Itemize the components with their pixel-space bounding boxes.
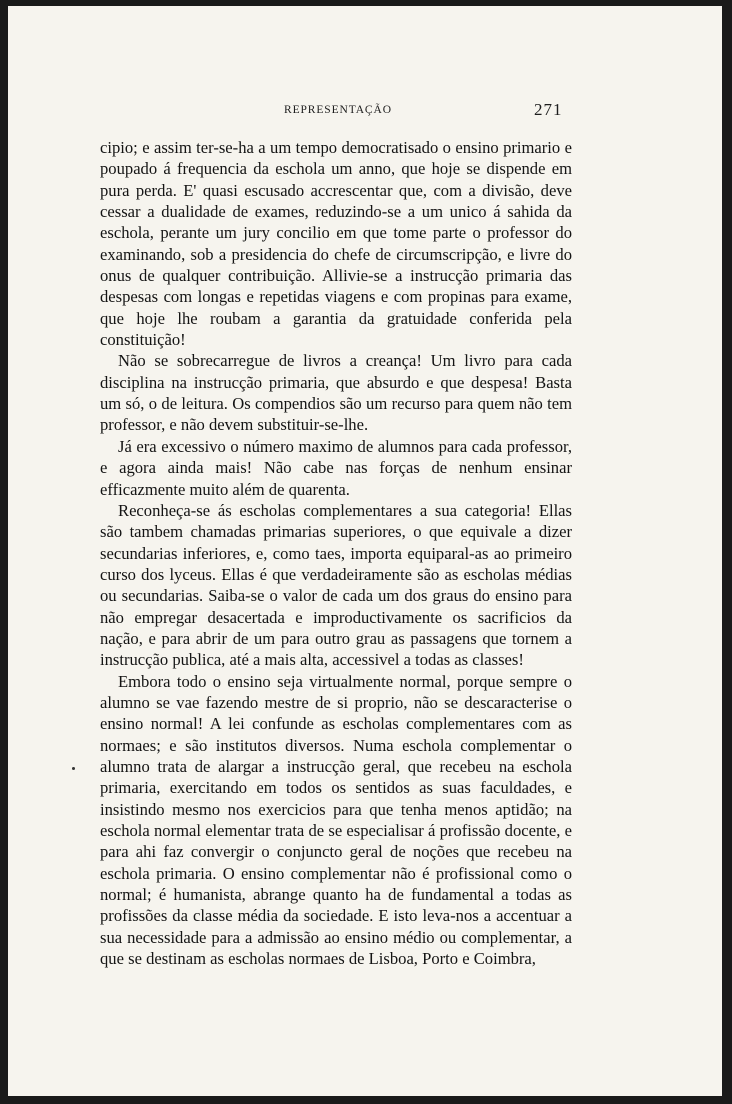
scanned-book-page — [8, 6, 722, 1096]
body-text — [100, 137, 572, 969]
paragraph-livros: Não se sobrecarregue de livros a creança! Um livro para cada disciplina na instrucção primaria, que absurdo e que despesa! Basta um só, o de leitura. Os compendios são um recurso para quem não tem professor, e não devem substituir-se-lhe. — [100, 351, 572, 435]
paragraph-ensino-normal: Embora todo o ensino seja virtualmente normal, porque sempre o alumno se vae fazendo mestre de si proprio, não se descaracterise o ensino normal! A lei confunde as escholas complementares com as normaes; e são institutos diversos. Numa eschola complementar o alumno trata de alargar a instrucção geral, que recebeu na eschola primaria, exercitando em todos os sentidos as suas faculdades, e insistindo mesmo nos exercicios para que tenha menos aptidão; na eschola normal elementar trata de se especialisar á profissão docente, e para ahi faz convergir o conjuncto geral de noções que recebeu na eschola primaria. O ensino complementar não é profissional como o normal; é humanista, abrange quanto ha de fundamental a todas as profissões da classe média da sociedade. E isto leva-nos a accentuar a sua necessidade para a admissão ao ensino médio ou complementar, a que se destinam as escholas normaes de Lisboa, Porto e Coimbra, — [100, 671, 572, 969]
margin-speck — [72, 767, 75, 770]
page-number: 271 — [534, 100, 563, 119]
paragraph-alumnos: Já era excessivo o número maximo de alumnos para cada professor, e agora ainda mais! Não cabe nas forças de nenhum ensinar efficazmente muito além de quarenta. — [100, 436, 572, 499]
paragraph-continued: cipio; e assim ter-se-ha a um tempo democratisado o ensino primario e poupado á frequencia da eschola um anno, que hoje se dispende em pura perda. E' quasi escusado accrescentar que, com a divisão, deve cessar a dualidade de exames, reduzindo-se a um unico á sahida da eschola, perante um jury concilio em que tome parte o professor do examinando, sob a presidencia do chefe de circumscripção, e livre do onus de qualquer contribuição. Allivie-se a instrucção primaria das despesas com longas e repetidas viagens e com propinas para exame, que hoje lhe roubam a garantia da gratuidade conferida pela constituição! — [100, 138, 572, 350]
running-title: REPRESENTAÇÃO — [284, 104, 392, 116]
running-head — [8, 100, 722, 124]
paragraph-complementares: Reconheça-se ás escholas complementares a sua categoria! Ellas são tambem chamadas primarias superiores, o que equivale a dizer secundarias inferiores, e, como taes, importa equiparal-as ao primeiro curso dos lyceus. Ellas é que verdadeiramente são as escholas médias ou secundarias. Saiba-se o valor de cada um dos graus do ensino para não empregar desacertada e improductivamente os sacrificios da nação, e para abrir de um para outro grau as passagens que tornem a instrucção publica, até a mais alta, accessivel a todas as classes! — [100, 500, 572, 670]
